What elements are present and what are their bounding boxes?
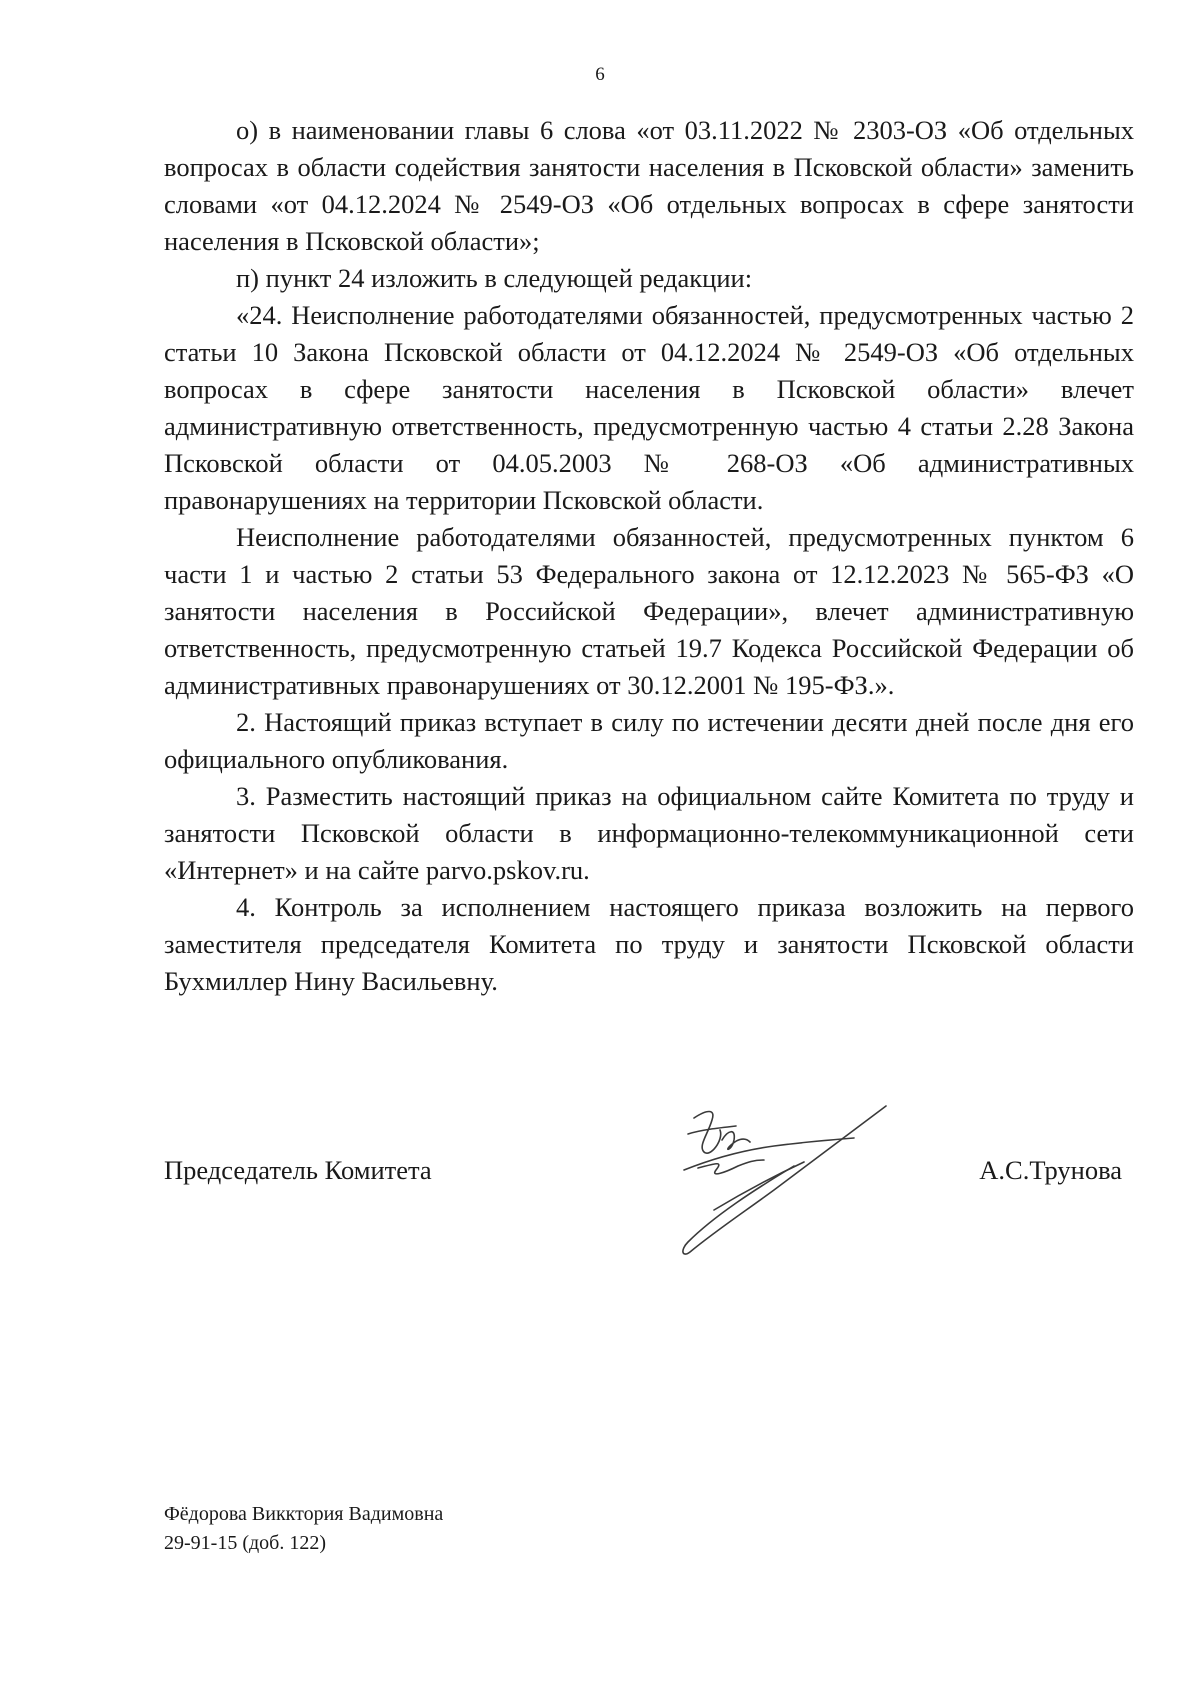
- handwritten-signature: [654, 1100, 894, 1270]
- signer-title: Председатель Комитета: [164, 1155, 432, 1185]
- paragraph-item-24-part-2: Неисполнение работодателями обязанностей, предусмотренных пунктом 6 части 1 и частью 2 статьи 53 Федерального закона от 12.12.2023 № 565-ФЗ «О занятости населения в Российской Федерации», влечет административную ответственность, предусмотренную статьей 19.7 Кодекса Российской Федерации об административных правонарушениях от 30.12.2001 № 195-ФЗ.».: [164, 522, 1134, 700]
- paragraph-control: 4. Контроль за исполнением настоящего приказа возложить на первого заместителя председателя Комитета по труду и занятости Псковской области Бухмиллер Нину Васильевну.: [164, 892, 1134, 996]
- paragraph-amendment-o: о) в наименовании главы 6 слова «от 03.11.2022 № 2303-ОЗ «Об отдельных вопросах в области содействия занятости населения в Псковской области» заменить словами «от 04.12.2024 № 2549-ОЗ «Об отдельных вопросах в сфере занятости населения в Псковской области»;: [164, 115, 1134, 256]
- paragraph-publication: 3. Разместить настоящий приказ на официальном сайте Комитета по труду и занятости Псковской области в информационно-телекоммуникационной сети «Интернет» и на сайте parvo.pskov.ru.: [164, 781, 1134, 885]
- page-number: 6: [595, 64, 605, 85]
- signature-block: [164, 1155, 1134, 1295]
- executor-info: [164, 1500, 443, 1558]
- document-body: [164, 112, 1134, 1000]
- paragraph-effective-date: 2. Настоящий приказ вступает в силу по истечении десяти дней после дня его официального опубликования.: [164, 707, 1134, 774]
- paragraph-amendment-p: п) пункт 24 изложить в следующей редакции:: [236, 263, 753, 293]
- executor-phone: 29-91-15 (доб. 122): [164, 1532, 326, 1554]
- paragraph-item-24: «24. Неисполнение работодателями обязанностей, предусмотренных частью 2 статьи 10 Закона Псковской области от 04.12.2024 № 2549-ОЗ «Об отдельных вопросах в сфере занятости населения в Псковской области» влечет административную ответственность, предусмотренную частью 4 статьи 2.28 Закона Псковской области от 04.05.2003 № 268-ОЗ «Об административных правонарушениях на территории Псковской области.: [164, 300, 1134, 515]
- executor-name: Фёдорова Викктория Вадимовна: [164, 1503, 444, 1525]
- signer-name: А.С.Трунова: [979, 1155, 1122, 1185]
